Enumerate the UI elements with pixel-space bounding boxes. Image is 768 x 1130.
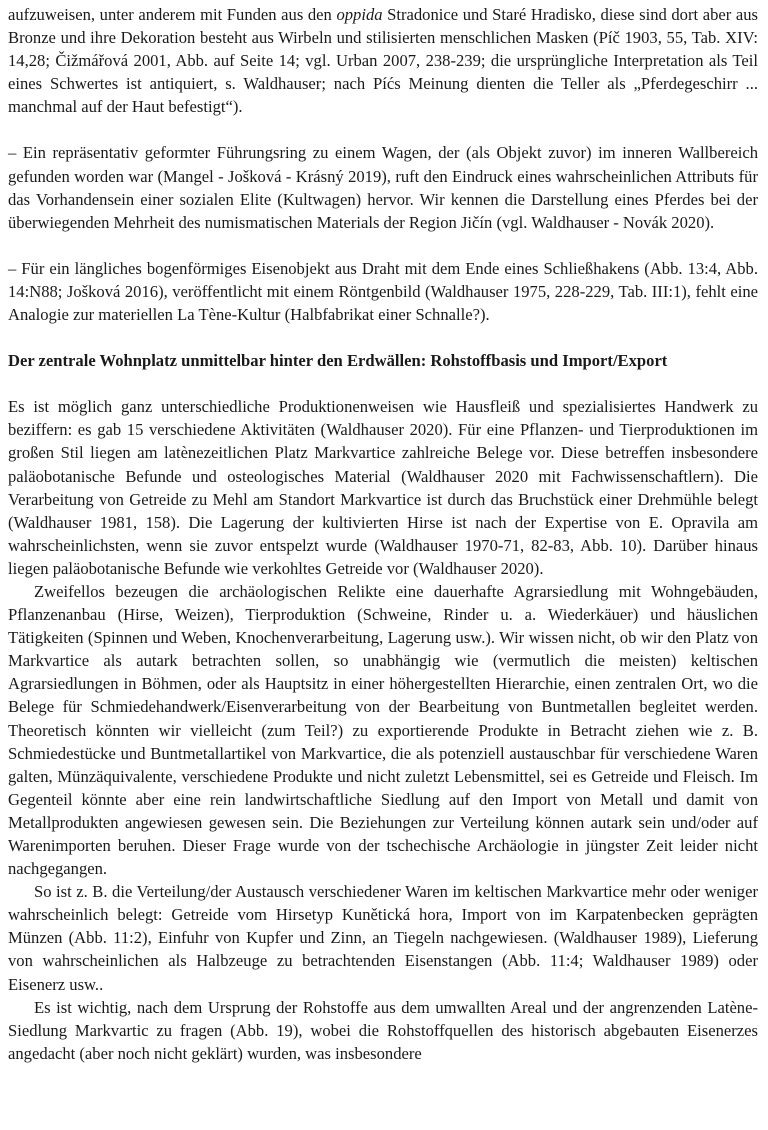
paragraph-gap (8, 326, 758, 349)
paragraph-agrarsiedlung: Zweifellos bezeugen die archäologischen Relikte eine dauerhafte Agrarsiedlung mit Wohngebäuden, Pflanzenanbau (Hirse, Weizen), Tierproduktion (Schweine, Rinder u. a. Wiederkäuer) und häuslichen Tätigkeiten (Spinnen und Weben, Knochenverarbeitung, Lagerung usw.). Wir wissen nicht, ob wir den Platz von Markvartice als autark betrachten sollen, so unabhängig wie (vermutlich die meisten) keltischen Agrarsiedlungen in Böhmen, oder als Hauptsitz in einer höhergestellten Hierarchie, einen zentralen Ort, wo die Belege für Schmiedehandwerk/Eisenverarbeitung von der Bearbeitung von Buntmetallen begleitet werden. Theoretisch könnten wir vielleicht (zum Teil?) zu exportierende Produkte in Betracht ziehen wie z. B. Schmiedestücke und Buntmetallartikel von Markvartice, die als potenziell austauschbar für verschiedene Waren galten, Münzäquivalente, verschiedene Produkte und nicht zuletzt Lebensmittel, sei es Getreide und Fleisch. Im Gegenteil könnte aber eine rein landwirtschaftliche Siedlung auf den Import von Metall und damit von Metallprodukten angewiesen gewesen sein. Die Beziehungen zur Verteilung können autark sein und/oder auf Warenimporten beruhen. Dieser Frage wurde von der tschechische Archäologie in jüngster Zeit leider nicht nachgegangen. (8, 581, 758, 879)
section-heading: Der zentrale Wohnplatz unmittelbar hinter den Erdwällen: Rohstoffbasis und Import/Export (8, 351, 668, 371)
paragraph-fuehrungsring: – Ein repräsentativ geformter Führungsring zu einem Wagen, der (als Objekt zuvor) im inneren Wallbereich gefunden worden war (Mangel - Jošková - Krásný 2019), ruft den Eindruck eines wahrscheinlichen Attributs für das Vorhandensein einer sozialen Elite (Kultwagen) hervor. Wir kennen die Darstellung eines Pferdes bei der überwiegenden Mehrheit des numismatischen Materials der Region Jičín (vgl. Waldhauser - Novák 2020). (8, 143, 758, 232)
paragraph-gap (8, 118, 758, 141)
paragraph-text: Stradonice und Staré Hradisko, diese sind dort aber aus Bronze und ihre Dekoration besteht aus Wirbeln und stilisierten menschlichen Masken (Píč 1903, 55, Tab. XIV: 14,28; Čižmářová 2001, Abb. auf Seite 14; vgl. Urban 2007, 238-239; die ursprüngliche Interpretation als Teil eines Schwertes ist antiquiert, s. Waldhauser; nach Píćs Meinung dienten die Teller als „Pferdegeschirr ... manchmal auf der Haut befestigt“). (8, 5, 758, 117)
paragraph-rohstoffe: Es ist wichtig, nach dem Ursprung der Rohstoffe aus dem umwallten Areal und der angrenzenden Latène-Siedlung Markvartic zu fragen (Abb. 19), wobei die Rohstoffquellen des historisch abgebauten Eisenerzes angedacht (aber noch nicht geklärt) wurden, was insbesondere (8, 997, 758, 1063)
paragraph-eisenobjekt: – Für ein längliches bogenförmiges Eisenobjekt aus Draht mit dem Ende eines Schließhakens (Abb. 13:4, Abb. 14:N88; Jošková 2016), veröffentlicht mit einem Röntgenbild (Waldhauser 1975, 228-229, Tab. III:1), fehlt eine Analogie zur materiellen La Tène-Kultur (Halbfabrikat einer Schnalle?). (8, 258, 758, 325)
paragraph-gap (8, 372, 758, 395)
paragraph-austausch: So ist z. B. die Verteilung/der Austausch verschiedener Waren im keltischen Markvartice mehr oder weniger wahrscheinlich belegt: Getreide vom Hirsetyp Kunětická hora, Import von im Karpatenbecken geprägten Münzen (Abb. 11:2), Einfuhr von Kupfer und Zinn, an Tiegeln nachgewiesen. (Waldhauser 1989), Lieferung von wahrscheinlichen als Halbzeuge zu betrachtenden Eisenstangen (Abb. 11:4; Waldhauser 1989) oder Eisenerz usw.. (8, 882, 758, 994)
paragraph-produktionsweisen: Es ist möglich ganz unterschiedliche Produktionenweisen wie Hausfleiß und spezialisiertes Handwerk zu beziffern: es gab 15 verschiedene Aktivitäten (Waldhauser 2020). Für eine Pflanzen- und Tierproduktionen im großen Stil liegen am latènezeitlichen Platz Markvartice zahlreiche Belege vor. Diese betreffen insbesondere paläobotanische Befunde und osteologisches Material (Waldhauser 2020 mit Fachwissenschaftlern). Die Verarbeitung von Getreide zu Mehl am Standort Markvartice ist durch das Bruchstück einer Drehmühle belegt (Waldhauser 1981, 158). Die Lagerung der kultivierten Hirse ist nach der Expertise von E. Opravila am wahrscheinlichsten, wenn sie zuvor entspelzt wurde (Waldhauser 1970-71, 82-83, Abb. 10). Darüber hinaus liegen paläobotanische Befunde wie verkohltes Getreide vor (Waldhauser 2020). (8, 397, 758, 578)
paragraph-masken (8, 3, 758, 118)
paragraph-gap (8, 234, 758, 257)
paragraph-text: aufzuweisen, unter anderem mit Funden aus den (8, 5, 337, 24)
italic-term: oppida (336, 5, 383, 24)
